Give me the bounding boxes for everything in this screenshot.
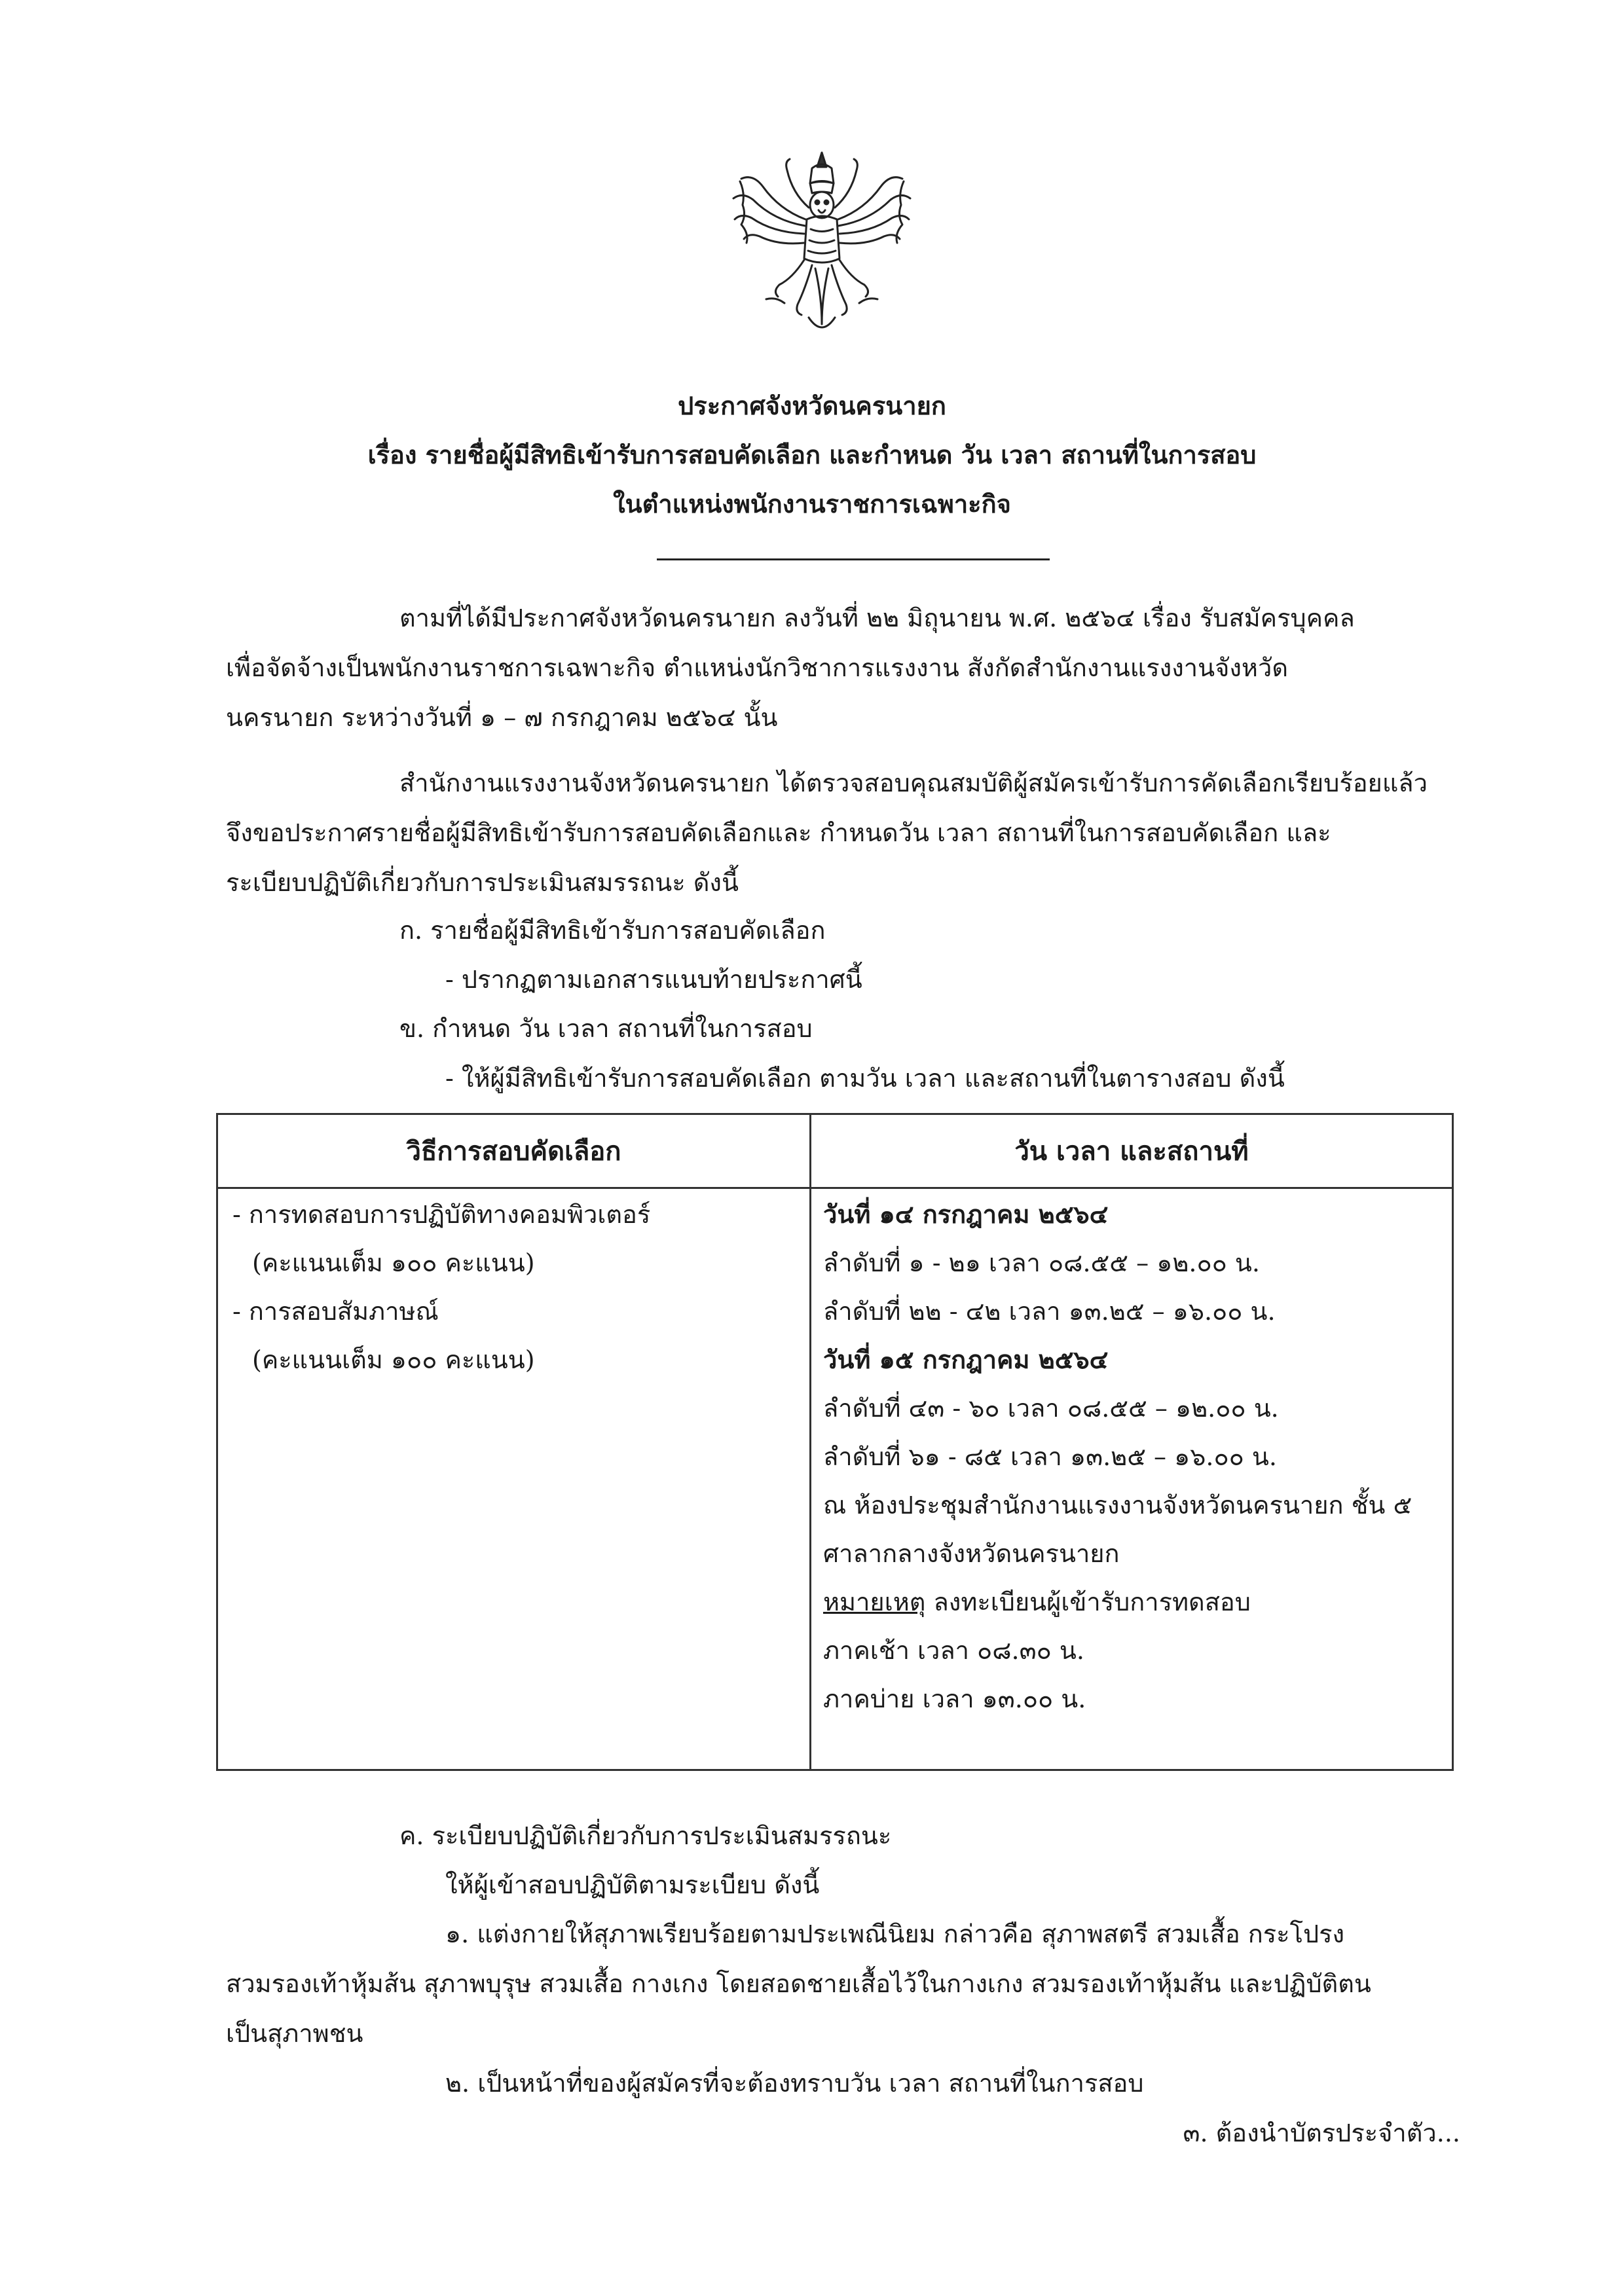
method-cell xyxy=(217,1188,811,1770)
intro-line: นครนายก ระหว่างวันที่ ๑ – ๗ กรกฎาคม ๒๕๖๔ นั้น xyxy=(226,703,778,732)
continuation-note: ๓. ต้องนำบัตรประจำตัว... xyxy=(1183,2119,1460,2147)
registration-time: ภาคเช้า เวลา ๐๘.๓๐ น. xyxy=(823,1636,1084,1665)
table-header-row xyxy=(217,1114,1453,1188)
time-slot: ลำดับที่ ๑ - ๒๑ เวลา ๐๘.๕๕ – ๑๒.๐๐ น. xyxy=(823,1248,1260,1277)
registration-note xyxy=(823,1590,1251,1614)
garuda-emblem-icon xyxy=(727,147,917,344)
method-item: - การทดสอบการปฏิบัติทางคอมพิวเตอร์ xyxy=(232,1200,651,1229)
column-header-method: วิธีการสอบคัดเลือก xyxy=(217,1114,811,1188)
method-item: (คะแนนเต็ม ๑๐๐ คะแนน) xyxy=(252,1345,535,1374)
header-divider xyxy=(657,558,1050,560)
rule-line: สวมรองเท้าหุ้มส้น สุภาพบุรุษ สวมเสื้อ กางเกง โดยสอดชายเสื้อไว้ในกางเกง สวมรองเท้าหุ้มส้น และปฏิบัติตน xyxy=(226,1969,1371,1998)
item-c-sub: ให้ผู้เข้าสอบปฏิบัติตามระเบียบ ดังนี้ xyxy=(445,1870,820,1899)
item-a-sub: - ปรากฏตามเอกสารแนบท้ายประกาศนี้ xyxy=(445,965,862,994)
item-a: ก. รายชื่อผู้มีสิทธิเข้ารับการสอบคัดเลือก xyxy=(399,916,826,945)
announcement-title: ประกาศจังหวัดนครนายก xyxy=(678,391,946,420)
intro-line: จึงขอประกาศรายชื่อผู้มีสิทธิเข้ารับการสอบคัดเลือกและ กำหนดวัน เวลา สถานที่ในการสอบคัดเลือก และ xyxy=(226,818,1331,847)
intro-line: ตามที่ได้มีประกาศจังหวัดนครนายก ลงวันที่ ๒๒ มิถุนายน พ.ศ. ๒๕๖๔ เรื่อง รับสมัครบุคคล xyxy=(399,604,1355,632)
intro-line: สำนักงานแรงงานจังหวัดนครนายก ได้ตรวจสอบคุณสมบัติผู้สมัครเข้ารับการคัดเลือกเรียบร้อยแล้ว xyxy=(399,769,1428,797)
time-slot: ลำดับที่ ๔๓ - ๖๐ เวลา ๐๘.๕๕ – ๑๒.๐๐ น. xyxy=(823,1394,1279,1423)
time-slot: ลำดับที่ ๒๒ - ๔๒ เวลา ๑๓.๒๕ – ๑๖.๐๐ น. xyxy=(823,1297,1276,1326)
item-b: ข. กำหนด วัน เวลา สถานที่ในการสอบ xyxy=(399,1014,813,1043)
venue-line: ศาลากลางจังหวัดนครนายก xyxy=(823,1539,1120,1568)
rule-line: ๑. แต่งกายให้สุภาพเรียบร้อยตามประเพณีนิยม กล่าวคือ สุภาพสตรี สวมเสื้อ กระโปรง xyxy=(445,1920,1345,1948)
datetime-cell xyxy=(811,1188,1453,1770)
note-label: หมายเหตุ xyxy=(823,1588,926,1616)
table-row xyxy=(217,1188,1453,1770)
rule-line: ๒. เป็นหน้าที่ของผู้สมัครที่จะต้องทราบวัน เวลา สถานที่ในการสอบ xyxy=(445,2069,1144,2098)
intro-line: เพื่อจัดจ้างเป็นพนักงานราชการเฉพาะกิจ ตำแหน่งนักวิชาการแรงงาน สังกัดสำนักงานแรงงานจังหวัด xyxy=(226,653,1288,682)
time-slot: ลำดับที่ ๖๑ - ๘๕ เวลา ๑๓.๒๕ – ๑๖.๐๐ น. xyxy=(823,1442,1277,1471)
venue-line: ณ ห้องประชุมสำนักงานแรงงานจังหวัดนครนายก ชั้น ๕ xyxy=(823,1491,1412,1520)
item-b-sub: - ให้ผู้มีสิทธิเข้ารับการสอบคัดเลือก ตามวัน เวลา และสถานที่ในตารางสอบ ดังนี้ xyxy=(445,1064,1285,1093)
registration-time: ภาคบ่าย เวลา ๑๓.๐๐ น. xyxy=(823,1685,1086,1713)
rule-line: เป็นสุภาพชน xyxy=(226,2019,363,2048)
exam-schedule-table xyxy=(216,1113,1454,1771)
column-header-datetime: วัน เวลา และสถานที่ xyxy=(811,1114,1453,1188)
announcement-position: ในตำแหน่งพนักงานราชการเฉพาะกิจ xyxy=(613,489,1011,519)
exam-day-1: วันที่ ๑๔ กรกฎาคม ๒๕๖๔ xyxy=(823,1199,1109,1229)
exam-day-2: วันที่ ๑๕ กรกฎาคม ๒๕๖๔ xyxy=(823,1345,1109,1374)
announcement-subject: เรื่อง รายชื่อผู้มีสิทธิเข้ารับการสอบคัดเลือก และกำหนด วัน เวลา สถานที่ในการสอบ xyxy=(367,440,1257,469)
method-item: - การสอบสัมภาษณ์ xyxy=(232,1297,439,1326)
method-item: (คะแนนเต็ม ๑๐๐ คะแนน) xyxy=(252,1248,535,1277)
item-c: ค. ระเบียบปฏิบัติเกี่ยวกับการประเมินสมรรถนะ xyxy=(399,1821,892,1850)
intro-line: ระเบียบปฏิบัติเกี่ยวกับการประเมินสมรรถนะ ดังนี้ xyxy=(226,868,739,897)
note-text: ลงทะเบียนผู้เข้ารับการทดสอบ xyxy=(925,1588,1251,1616)
